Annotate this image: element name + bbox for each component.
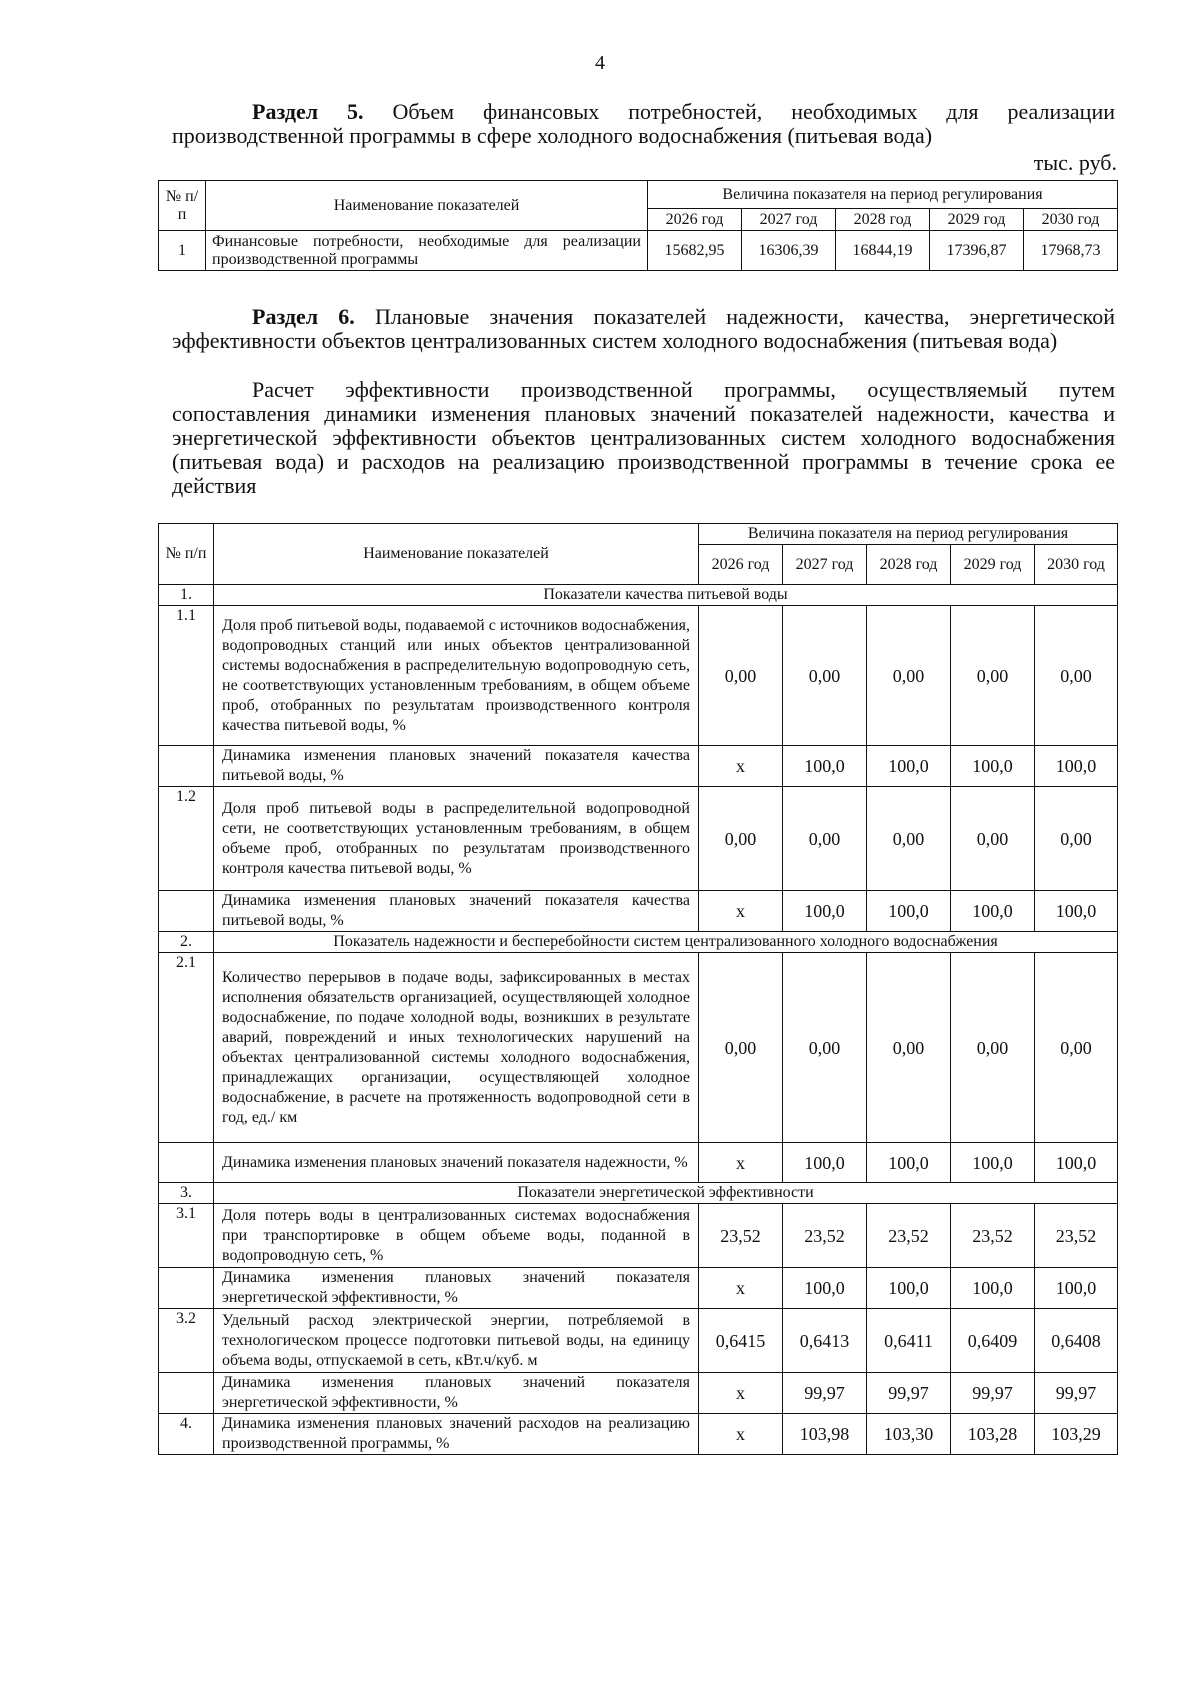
table-row bbox=[159, 787, 1118, 891]
row-value: 0,6409 bbox=[951, 1309, 1035, 1373]
row-value: 23,52 bbox=[867, 1204, 951, 1268]
row-num bbox=[159, 1143, 214, 1183]
row-num: 1.2 bbox=[159, 787, 214, 891]
row-value: 99,97 bbox=[867, 1373, 951, 1414]
row-value: 100,0 bbox=[783, 1268, 867, 1309]
row-value: 23,52 bbox=[783, 1204, 867, 1268]
row-value: 16306,39 bbox=[742, 231, 836, 271]
row-name: Доля потерь воды в централизованных системах водоснабжения при транспортировке в общем объеме воды, поданной в водопроводную сеть, % bbox=[214, 1204, 699, 1268]
row-value: 15682,95 bbox=[648, 231, 742, 271]
t2-header-year: 2026 год bbox=[699, 545, 783, 585]
row-value: 103,28 bbox=[951, 1414, 1035, 1455]
row-num: 1 bbox=[159, 231, 206, 271]
row-name: Динамика изменения плановых значений показателя качества питьевой воды, % bbox=[214, 891, 699, 932]
row-value: 100,0 bbox=[951, 746, 1035, 787]
row-value: 100,0 bbox=[1035, 746, 1118, 787]
t1-header-period: Величина показателя на период регулирования bbox=[648, 181, 1118, 209]
section-row bbox=[159, 932, 1118, 953]
row-value: 100,0 bbox=[867, 1268, 951, 1309]
row-num: 2.1 bbox=[159, 953, 214, 1143]
row-name: Динамика изменения плановых значений показателя энергетической эффективности, % bbox=[214, 1373, 699, 1414]
row-value: 23,52 bbox=[1035, 1204, 1118, 1268]
row-value: 0,00 bbox=[699, 606, 783, 746]
row-value: 23,52 bbox=[951, 1204, 1035, 1268]
section5-label: Раздел 5. bbox=[252, 99, 364, 124]
row-value: 100,0 bbox=[1035, 1268, 1118, 1309]
row-value: 100,0 bbox=[1035, 891, 1118, 932]
row-value: 23,52 bbox=[699, 1204, 783, 1268]
row-value: 0,00 bbox=[783, 953, 867, 1143]
row-num bbox=[159, 891, 214, 932]
t2-header-year: 2029 год bbox=[951, 545, 1035, 585]
row-value: 0,00 bbox=[951, 953, 1035, 1143]
row-value: 100,0 bbox=[1035, 1143, 1118, 1183]
row-value: 0,00 bbox=[699, 787, 783, 891]
row-name: Доля проб питьевой воды, подаваемой с источников водоснабжения, водопроводных станций или иных объектов централизованной системы водоснабжения в распределительную водопроводную сеть, не соответствующих установленным требованиям, в общем объеме проб, отобранных по результатам производственного контроля качества питьевой воды, % bbox=[214, 606, 699, 746]
financial-needs-table bbox=[158, 180, 1118, 271]
t2-header-year: 2027 год bbox=[783, 545, 867, 585]
t2-header-period: Величина показателя на период регулирования bbox=[699, 524, 1118, 545]
row-value: 100,0 bbox=[951, 891, 1035, 932]
table-row bbox=[159, 953, 1118, 1143]
section5-heading bbox=[172, 100, 1115, 148]
row-value: 103,98 bbox=[783, 1414, 867, 1455]
row-value: 103,29 bbox=[1035, 1414, 1118, 1455]
section6-label: Раздел 6. bbox=[252, 304, 355, 329]
row-value: 0,00 bbox=[1035, 787, 1118, 891]
table-row bbox=[159, 1268, 1118, 1309]
table-row bbox=[159, 1204, 1118, 1268]
row-num bbox=[159, 746, 214, 787]
table-row bbox=[159, 1143, 1118, 1183]
row-num bbox=[159, 1373, 214, 1414]
row-value: 100,0 bbox=[783, 746, 867, 787]
row-num: 1.1 bbox=[159, 606, 214, 746]
row-value: 0,00 bbox=[951, 606, 1035, 746]
row-value: 99,97 bbox=[1035, 1373, 1118, 1414]
row-value: 17396,87 bbox=[930, 231, 1024, 271]
row-name: Динамика изменения плановых значений показателя качества питьевой воды, % bbox=[214, 746, 699, 787]
row-value: 0,00 bbox=[699, 953, 783, 1143]
t2-header-name: Наименование показателей bbox=[214, 524, 699, 585]
row-value: x bbox=[699, 891, 783, 932]
unit-label: тыс. руб. bbox=[1033, 150, 1117, 175]
row-value: 0,00 bbox=[951, 787, 1035, 891]
table-row bbox=[159, 231, 1118, 271]
row-value: 0,6411 bbox=[867, 1309, 951, 1373]
row-num bbox=[159, 1268, 214, 1309]
row-value: 100,0 bbox=[951, 1268, 1035, 1309]
row-name: Финансовые потребности, необходимые для реализации производственной программы bbox=[206, 231, 648, 271]
t2-header-year: 2028 год bbox=[867, 545, 951, 585]
row-value: 0,00 bbox=[1035, 606, 1118, 746]
row-value: 100,0 bbox=[783, 1143, 867, 1183]
row-value: 100,0 bbox=[867, 746, 951, 787]
indicators-table-body bbox=[159, 585, 1118, 1455]
section-title: Показатель надежности и бесперебойности систем централизованного холодного водоснабжения bbox=[214, 932, 1118, 953]
row-value: 0,6408 bbox=[1035, 1309, 1118, 1373]
row-value: 0,6413 bbox=[783, 1309, 867, 1373]
t1-header-name: Наименование показателей bbox=[206, 181, 648, 231]
row-name: Динамика изменения плановых значений показателя надежности, % bbox=[214, 1143, 699, 1183]
row-value: 99,97 bbox=[783, 1373, 867, 1414]
section5-title: Объем финансовых потребностей, необходимых для реализации производственной программы в сфере холодного водоснабжения (питьевая вода) bbox=[172, 99, 1115, 148]
section-title: Показатели энергетической эффективности bbox=[214, 1183, 1118, 1204]
row-name: Количество перерывов в подаче воды, зафиксированных в местах исполнения обязательств организацией, осуществляющей холодное водоснабжение, по подаче холодной воды, возникших в результате аварий, повреждений и иных технологических нарушений на объектах централизованной системы холодного водоснабжения, принадлежащих организации, осуществляющей холодное водоснабжение, в расчете на протяженность водопроводной сети в год, ед./ км bbox=[214, 953, 699, 1143]
row-value: x bbox=[699, 746, 783, 787]
row-value: 16844,19 bbox=[836, 231, 930, 271]
row-num: 3.1 bbox=[159, 1204, 214, 1268]
section-row bbox=[159, 585, 1118, 606]
indicators-table bbox=[158, 523, 1118, 1455]
row-value: 100,0 bbox=[867, 1143, 951, 1183]
row-num: 1. bbox=[159, 585, 214, 606]
section-title: Показатели качества питьевой воды bbox=[214, 585, 1118, 606]
row-num: 3.2 bbox=[159, 1309, 214, 1373]
row-value: 0,6415 bbox=[699, 1309, 783, 1373]
row-value: 0,00 bbox=[783, 787, 867, 891]
table-row bbox=[159, 1309, 1118, 1373]
section6-title: Плановые значения показателей надежности, качества, энергетической эффективности объектов централизованных систем холодного водоснабжения (питьевая вода) bbox=[172, 304, 1115, 353]
row-value: 0,00 bbox=[867, 787, 951, 891]
t1-header-year: 2030 год bbox=[1024, 209, 1118, 231]
section6-heading bbox=[172, 305, 1115, 353]
row-value: 100,0 bbox=[951, 1143, 1035, 1183]
page-number: 4 bbox=[595, 52, 605, 74]
t2-header-year: 2030 год bbox=[1035, 545, 1118, 585]
row-name: Удельный расход электрической энергии, потребляемой в технологическом процессе подготовки питьевой воды, на единицу объема воды, отпускаемой в сеть, кВт.ч/куб. м bbox=[214, 1309, 699, 1373]
row-value: 0,00 bbox=[867, 953, 951, 1143]
table-row bbox=[159, 746, 1118, 787]
row-value: 103,30 bbox=[867, 1414, 951, 1455]
t1-header-year: 2026 год bbox=[648, 209, 742, 231]
row-value: x bbox=[699, 1268, 783, 1309]
row-num: 2. bbox=[159, 932, 214, 953]
row-value: 100,0 bbox=[783, 891, 867, 932]
t1-header-year: 2029 год bbox=[930, 209, 1024, 231]
table-row bbox=[159, 606, 1118, 746]
row-value: x bbox=[699, 1414, 783, 1455]
t1-header-num: № п/п bbox=[159, 181, 206, 231]
row-value: 0,00 bbox=[867, 606, 951, 746]
row-value: 99,97 bbox=[951, 1373, 1035, 1414]
row-name: Динамика изменения плановых значений расходов на реализацию производственной программы, % bbox=[214, 1414, 699, 1455]
row-value: 17968,73 bbox=[1024, 231, 1118, 271]
row-num: 3. bbox=[159, 1183, 214, 1204]
row-num: 4. bbox=[159, 1414, 214, 1455]
section6-intro: Расчет эффективности производственной программы, осуществляемый путем сопоставления динамики изменения плановых значений показателей надежности, качества и энергетической эффективности объектов централизованных систем холодного водоснабжения (питьевая вода) и расходов на реализацию производственной программы в течение срока ее действия bbox=[172, 377, 1115, 498]
row-value: x bbox=[699, 1143, 783, 1183]
row-name: Доля проб питьевой воды в распределительной водопроводной сети, не соответствующих установленным требованиям, в общем объеме проб, отобранных по результатам производственного контроля качества питьевой воды, % bbox=[214, 787, 699, 891]
table-row bbox=[159, 1373, 1118, 1414]
t2-header-num: № п/п bbox=[159, 524, 214, 585]
row-name: Динамика изменения плановых значений показателя энергетической эффективности, % bbox=[214, 1268, 699, 1309]
section-row bbox=[159, 1183, 1118, 1204]
t1-header-year: 2027 год bbox=[742, 209, 836, 231]
row-value: 0,00 bbox=[783, 606, 867, 746]
row-value: 0,00 bbox=[1035, 953, 1118, 1143]
row-value: x bbox=[699, 1373, 783, 1414]
t1-header-year: 2028 год bbox=[836, 209, 930, 231]
table-row bbox=[159, 1414, 1118, 1455]
row-value: 100,0 bbox=[867, 891, 951, 932]
table-row bbox=[159, 891, 1118, 932]
